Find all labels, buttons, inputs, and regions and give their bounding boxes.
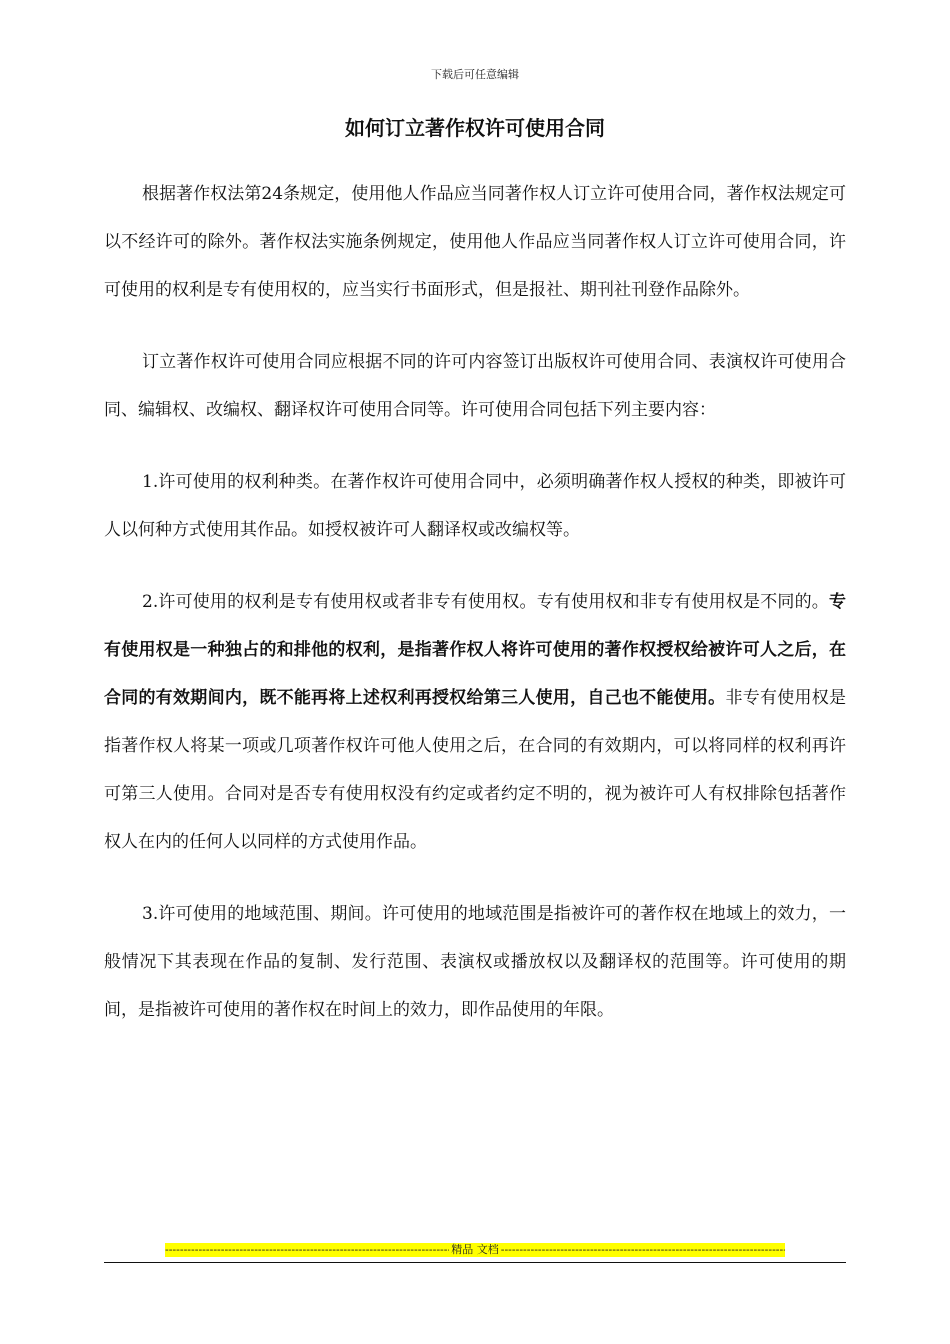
page-header: 下载后可任意编辑 [431, 68, 519, 81]
document-title: 如何订立著作权许可使用合同 [345, 116, 605, 140]
footer-highlight-band [165, 1243, 785, 1257]
footer-rule [104, 1262, 846, 1263]
footer-dash-right [501, 1243, 785, 1257]
paragraph-contract-types: 订立著作权许可使用合同应根据不同的许可内容签订出版权许可使用合同、表演权许可使用合同、编辑权、改编权、翻译权许可使用合同等。许可使用合同包括下列主要内容： [104, 352, 846, 420]
footer-dash-left [165, 1243, 449, 1257]
paragraph-intro: 根据著作权法第24条规定，使用他人作品应当同著作权人订立许可使用合同，著作权法规定可以不经许可的除外。著作权法实施条例规定，使用他人作品应当同著作权人订立许可使用合同，许可使用的权利是专有使用权的，应当实行书面形式，但是报社、期刊社刊登作品除外。 [104, 184, 846, 300]
paragraph-item-1: 1.许可使用的权利种类。在著作权许可使用合同中，必须明确著作权人授权的种类，即被许可人以何种方式使用其作品。如授权被许可人翻译权或改编权等。 [104, 472, 846, 540]
footer-label: 精品 文档 [451, 1243, 499, 1256]
paragraph-item-2-bold: 专有使用权是一种独占的和排他的权利，是指著作权人将许可使用的著作权授权给被许可人之后，在合同的有效期间内，既不能再将上述权利再授权给第三人使用，自己也不能使用。 [104, 592, 846, 708]
paragraph-item-2 [104, 578, 846, 866]
paragraph-item-2-tail: 非专有使用权是指著作权人将某一项或几项著作权许可他人使用之后，在合同的有效期内，可以将同样的权利再许可第三人使用。合同对是否专有使用权没有约定或者约定不明的，视为被许可人有权排除包括著作权人在内的任何人以同样的方式使用作品。 [104, 688, 847, 852]
paragraph-item-2-lead: 2.许可使用的权利是专有使用权或者非专有使用权。专有使用权和非专有使用权是不同的。 [142, 592, 829, 612]
paragraph-item-3: 3.许可使用的地域范围、期间。许可使用的地域范围是指被许可的著作权在地域上的效力，一般情况下其表现在作品的复制、发行范围、表演权或播放权以及翻译权的范围等。许可使用的期间，是指被许可使用的著作权在时间上的效力，即作品使用的年限。 [104, 904, 846, 1020]
document-body [104, 170, 846, 1058]
